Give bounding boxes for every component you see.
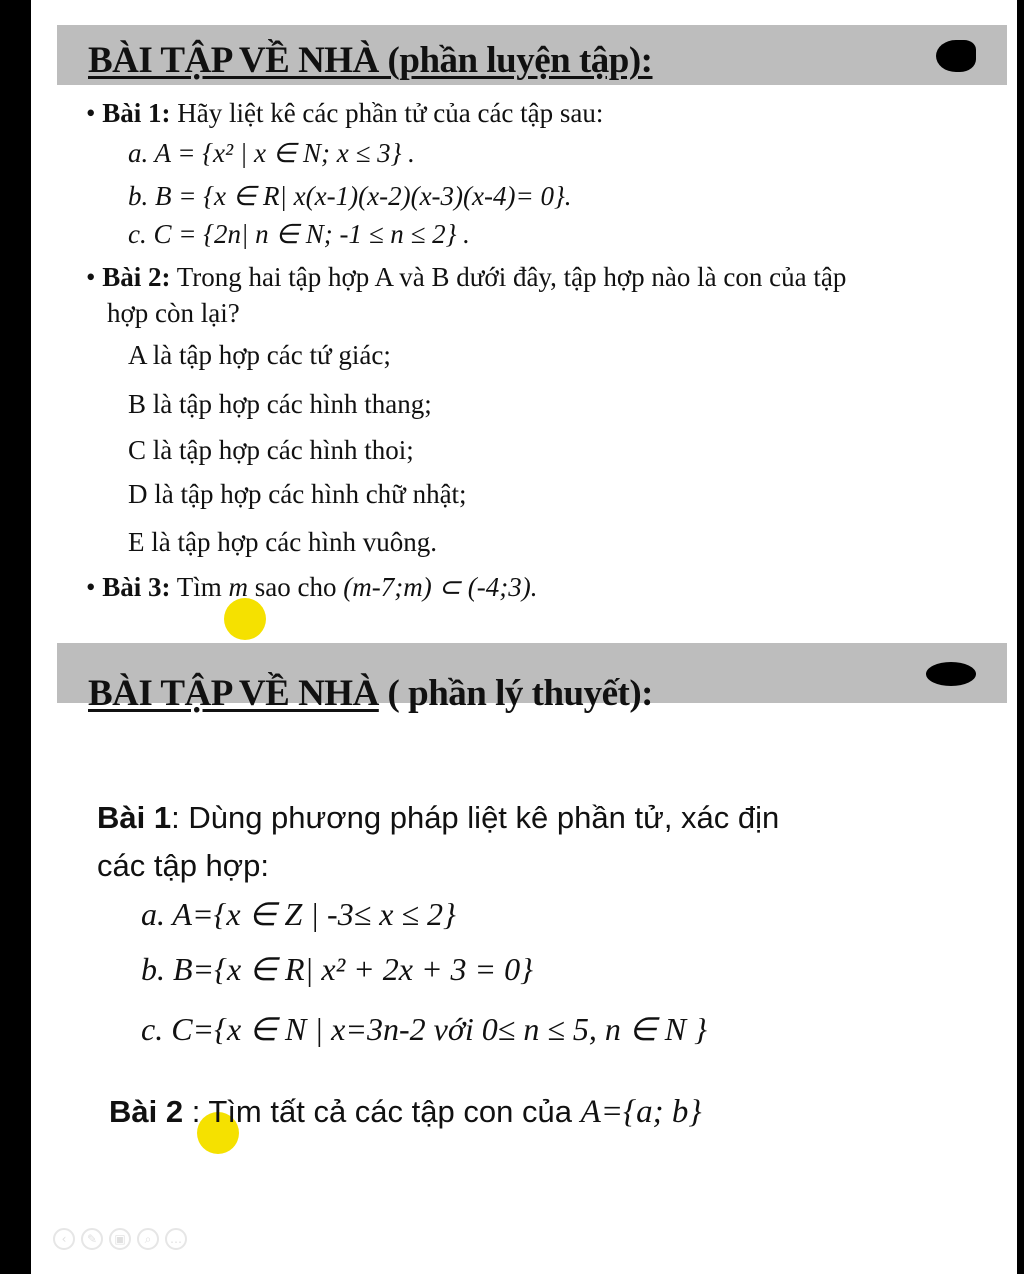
- redaction-mark: [926, 662, 976, 686]
- pen-icon[interactable]: ✎: [81, 1228, 103, 1250]
- prev-icon[interactable]: ‹: [53, 1228, 75, 1250]
- bai1-heading: • Bài 1: Hãy liệt kê các phần tử của các tập sau:: [86, 98, 604, 128]
- bai1-item-c: c. C = {2n| n ∈ N; -1 ≤ n ≤ 2} .: [128, 219, 470, 249]
- bai2-heading-cont: hợp còn lại?: [107, 298, 240, 328]
- s2-bai1-item-b: b. B={x ∈ R| x² + 2x + 3 = 0}: [141, 951, 533, 987]
- more-icon[interactable]: …: [165, 1228, 187, 1250]
- pointer-highlight: [224, 598, 266, 640]
- s2-bai1-heading: Bài 1: Dùng phương pháp liệt kê phần tử, xác địn: [97, 800, 780, 835]
- bai3-heading: • Bài 3: Tìm m sao cho (m-7;m) ⊂ (-4;3).: [86, 572, 538, 602]
- section2-title: BÀI TẬP VỀ NHÀ ( phần lý thuyết):: [88, 673, 653, 714]
- bai2-heading: • Bài 2: Trong hai tập hợp A và B dưới đây, tập hợp nào là con của tập: [86, 262, 847, 292]
- bai2-item: B là tập hợp các hình thang;: [128, 389, 432, 419]
- zoom-icon[interactable]: ⌕: [137, 1228, 159, 1250]
- bai1-item-b: b. B = {x ∈ R| x(x-1)(x-2)(x-3)(x-4)= 0}.: [128, 181, 572, 211]
- bai2-item: A là tập hợp các tứ giác;: [128, 340, 391, 370]
- section1-title: BÀI TẬP VỀ NHÀ (phần luyện tập):: [88, 40, 653, 81]
- document-page: [31, 0, 1017, 1274]
- bai1-item-a: a. A = {x² | x ∈ N; x ≤ 3} .: [128, 138, 415, 168]
- s2-bai1-item-c: c. C={x ∈ N | x=3n-2 với 0≤ n ≤ 5, n ∈ N }: [141, 1011, 707, 1047]
- s2-bai2-heading: Bài 2 : Tìm tất cả các tập con của A={a; b}: [109, 1094, 702, 1130]
- stamp-icon[interactable]: ▣: [109, 1228, 131, 1250]
- s2-bai1-heading-cont: các tập hợp:: [97, 848, 269, 883]
- s2-bai1-item-a: a. A={x ∈ Z | -3≤ x ≤ 2}: [141, 896, 456, 932]
- bai2-item: D là tập hợp các hình chữ nhật;: [128, 479, 467, 509]
- presentation-toolbar: [53, 1228, 187, 1250]
- redaction-mark: [936, 40, 976, 72]
- bai2-item: E là tập hợp các hình vuông.: [128, 527, 437, 557]
- bai2-item: C là tập hợp các hình thoi;: [128, 435, 414, 465]
